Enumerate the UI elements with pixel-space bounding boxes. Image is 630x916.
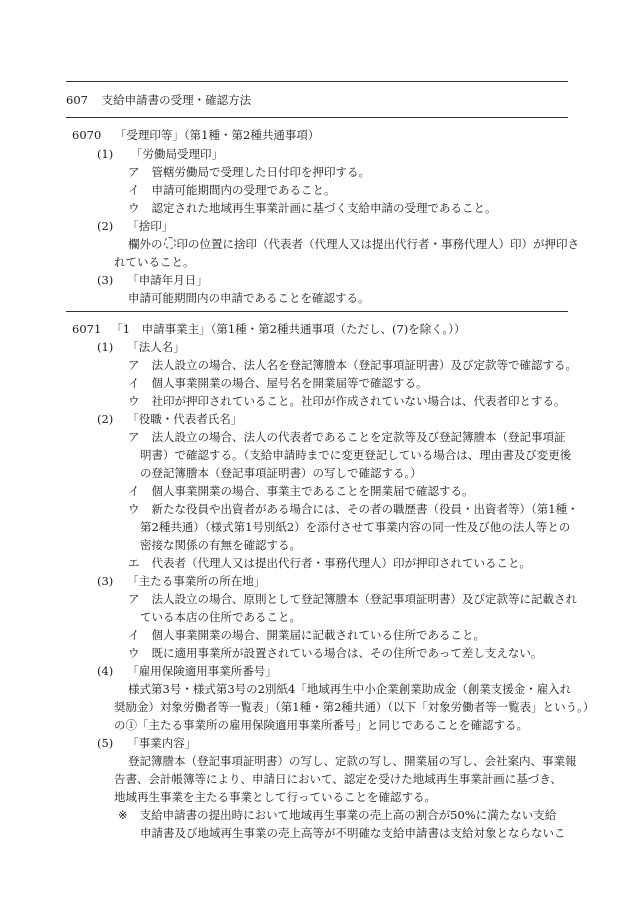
item-title: 「受理印等」（第1種・第2種共通事項） [114, 128, 320, 142]
paragraph-line: の①「主たる事業所の雇用保険適用事業所番号」と同じであることを確認する。 [114, 718, 528, 732]
section-number: 607 [66, 93, 88, 107]
sub-2-heading: (2) 「役職・代表者氏名」 [97, 412, 243, 426]
list-item: イ 個人事業開業の場合、事業主であることを開業届で確認する。 [128, 484, 474, 498]
list-item: ウ 既に適用事業所が設置されている場合は、その住所であって差し支えない。 [128, 646, 543, 660]
item-6070-heading [72, 128, 319, 142]
sub-1-heading [97, 147, 223, 161]
list-item: ア 法人設立の場合、原則として登記簿謄本（登記事項証明書）及び定款等に記載され [128, 592, 577, 606]
sub-3-heading: (3) 「主たる事業所の所在地」 [97, 574, 266, 588]
note-line-cont: 申請書及び地域再生事業の売上高等が不明確な支給申請書は支給対象とならないこ [140, 826, 566, 840]
list-item-cont: ている本店の住所であること。 [140, 610, 301, 624]
paragraph-line: 申請可能期間内の申請であることを確認する。 [128, 291, 370, 305]
list-item: ア 法人設立の場合、法人の代表者であることを定款等及び登記簿謄本（登記事項証 [128, 430, 566, 444]
paragraph-line: 告書、会計帳簿等により、申請日において、認定を受けた地域再生事業計画に基づき、 [114, 772, 562, 786]
list-item: ウ 社印が押印されていること。社印が作成されていない場合は、代表者印とする。 [128, 394, 566, 408]
list-item-cont: の登記簿謄本（登記事項証明書）の写しで確認する。） [140, 466, 422, 480]
sub-2-heading: (2) 「捨印」 [97, 219, 174, 233]
paragraph-line: 様式第3号・様式第3号の2別紙4「地域再生中小企業創業助成金（創業支援金・雇入れ [128, 682, 572, 696]
list-item: ウ 新たな役員や出資者がある場合には、その者の職歴書（役員・出資者等）（第1種・ [128, 502, 579, 516]
list-item-cont: 第2種共通）（様式第1号別紙2）を添付させて事業内容の同一性及び他の法人等との [140, 520, 571, 534]
list-item: ア 管轄労働局で受理した日付印を押印する。 [128, 165, 370, 179]
rule-607 [66, 117, 568, 118]
paragraph-line: 奨励金）対象労働者等一覧表」（第1種・第2種共通）（以下「対象労働者等一覧表」という。） [114, 700, 595, 714]
sub-1-heading: (1) 「法人名」 [97, 340, 185, 354]
list-item: イ 個人事業開業の場合、屋号名を開業届等で確認する。 [128, 376, 428, 390]
sub-title: 「労働局受理印」 [130, 147, 223, 161]
list-item: エ 代表者（代理人又は提出代行者・事務代理人）印が押印されていること。 [128, 556, 531, 570]
section-title: 支給申請書の受理・確認方法 [101, 93, 252, 107]
sub-5-heading: (5) 「事業内容」 [97, 736, 197, 750]
list-item-cont: 密接な関係の有無を確認する。 [140, 538, 301, 552]
item-6071-heading: 6071 「1 申請事業主」（第1種・第2種共通事項（ただし、(7)を除く。）） [72, 322, 466, 336]
sub-4-heading: (4) 「雇用保険適用事業所番号」 [97, 664, 277, 678]
rule-6071 [66, 311, 568, 312]
paragraph-line: 地域再生事業を主たる事業として行っていることを確認する。 [114, 790, 436, 804]
note-line: ※ 支給申請書の提出時において地域再生事業の売上高の割合が50%に満たない支給 [118, 808, 557, 822]
section-607-heading [66, 93, 251, 107]
paragraph-line: 欄外の 印の位置に捨印（代表者（代理人又は提出代行者・事務代理人）印）が押印さ [128, 237, 579, 251]
item-number: 6070 [72, 128, 102, 142]
list-item: ウ 認定された地域再生事業計画に基づく支給申請の受理であること。 [128, 201, 497, 215]
sub-3-heading: (3) 「申請年月日」 [97, 273, 208, 287]
paragraph-line: 登記簿謄本（登記事項証明書）の写し、定款の写し、開業届の写し、会社案内、事業報 [128, 754, 577, 768]
top-rule [66, 81, 568, 82]
paragraph-line: れていること。 [114, 255, 195, 269]
sub-number: (1) [97, 147, 114, 161]
list-item: イ 申請可能期間内の受理であること。 [128, 183, 336, 197]
circle-mark-icon [164, 237, 176, 249]
list-item: ア 法人設立の場合、法人名を登記簿謄本（登記事項証明書）及び定款等で確認する。 [128, 358, 577, 372]
list-item: イ 個人事業開業の場合、開業届に記載されている住所であること。 [128, 628, 485, 642]
list-item-cont: 明書）で確認する。（支給申請時までに変更登記している場合は、理由書及び変更後 [140, 448, 572, 462]
